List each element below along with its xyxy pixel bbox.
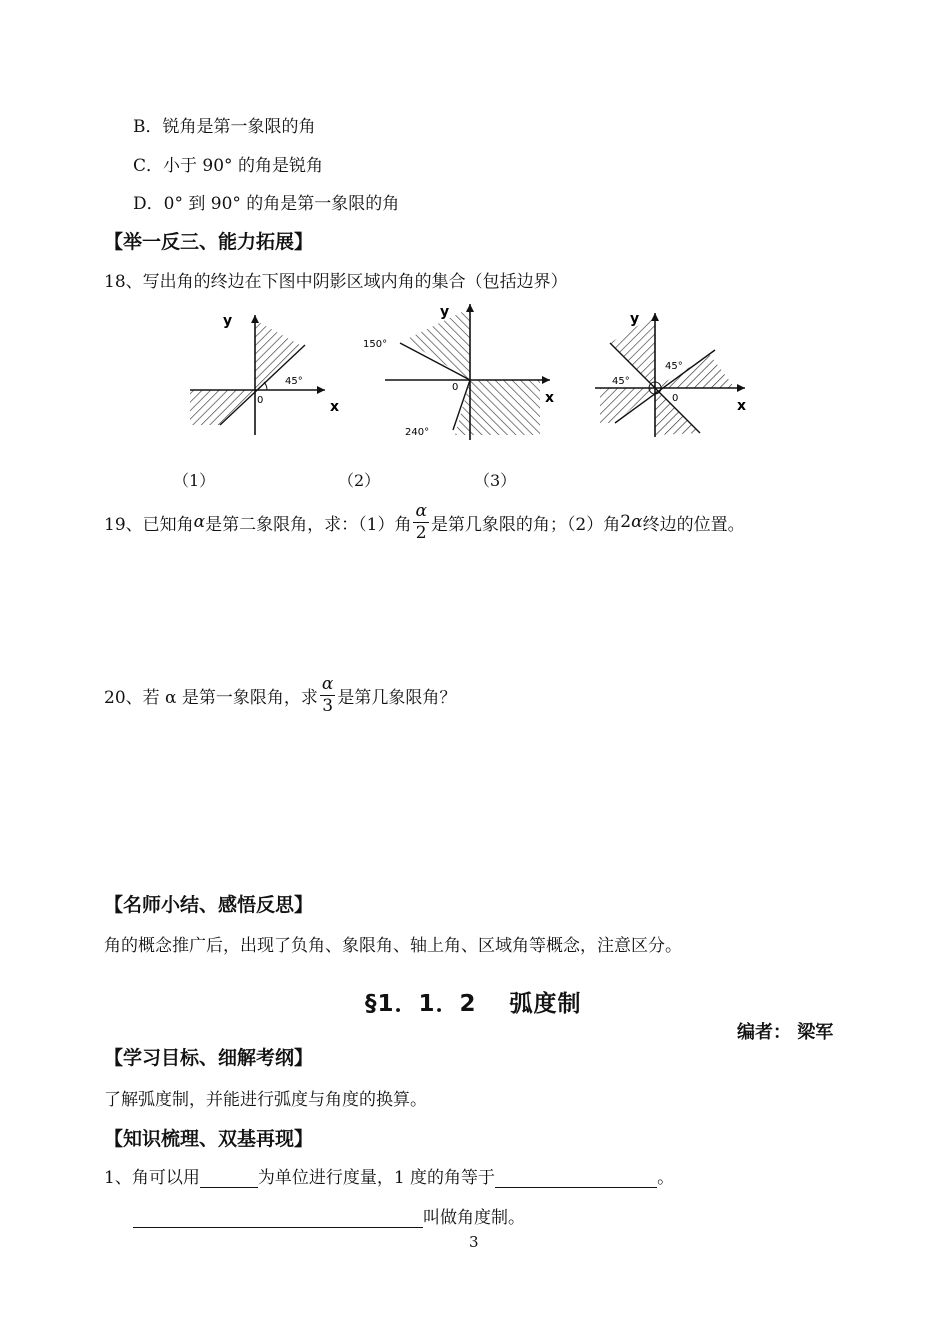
page-number: 3 <box>469 1233 479 1251</box>
origin-label: 0 <box>452 382 459 393</box>
y-label: y <box>440 304 450 320</box>
fraction-alpha-over-2 <box>413 500 428 543</box>
q20-part2: 是第几象限角？ <box>337 687 457 708</box>
q19-part3: 是第几象限的角；（2）角 <box>430 514 621 535</box>
q20-part1: 20、若 α 是第一象限角，求 <box>104 687 318 708</box>
figure-label-3: （3） <box>474 471 517 490</box>
x-arrow <box>542 376 550 384</box>
fraction-numerator: α <box>321 673 334 694</box>
fill-blank-3[interactable] <box>133 1209 423 1228</box>
k1-part2: 为单位进行度量，1 度的角等于 <box>257 1168 496 1188</box>
two-alpha-symbol: α <box>631 512 643 532</box>
option-c: C．小于 90° 的角是锐角 <box>133 156 323 176</box>
section-heading-summary: 【名师小结、感悟反思】 <box>104 894 314 916</box>
question-19 <box>104 500 745 544</box>
y-arrow <box>466 304 474 312</box>
angle-arc <box>264 382 267 390</box>
x-label: x <box>330 399 340 415</box>
angle-label-150: 150° <box>363 339 388 350</box>
section-heading-goals: 【学习目标、细解考纲】 <box>104 1047 314 1069</box>
fraction-numerator: α <box>415 500 427 521</box>
question-20 <box>104 672 456 718</box>
knowledge-item-1 <box>104 1163 674 1188</box>
option-b: B．锐角是第一象限的角 <box>133 117 316 137</box>
section-heading-knowledge: 【知识梳理、双基再现】 <box>104 1128 314 1150</box>
figure-1 <box>185 305 345 445</box>
knowledge-item-1-line2 <box>133 1203 525 1228</box>
x-label: x <box>545 390 555 406</box>
x-label: x <box>737 398 747 414</box>
angle-label-left: 45° <box>612 376 630 387</box>
fill-blank-2[interactable] <box>495 1169 657 1188</box>
angle-label: 45° <box>285 376 303 387</box>
shaded-region-lower <box>190 390 255 425</box>
x-arrow <box>737 384 745 392</box>
x-arrow <box>317 386 325 394</box>
angle-label-right: 45° <box>665 361 683 372</box>
k1-part3: 。 <box>657 1168 675 1188</box>
fraction-denominator: 2 <box>415 522 427 543</box>
figure-label-1: （1） <box>173 471 216 490</box>
fraction-alpha-over-3 <box>320 673 335 716</box>
summary-text: 角的概念推广后，出现了负角、象限角、轴上角、区域角等概念，注意区分。 <box>104 936 682 956</box>
angle-label-240: 240° <box>405 427 430 438</box>
y-arrow <box>251 315 259 323</box>
q19-part4: 终边的位置。 <box>642 514 745 535</box>
shaded-region-3 <box>600 388 655 423</box>
y-label: y <box>223 313 233 329</box>
shaded-region-upper <box>405 308 470 380</box>
fill-blank-1[interactable] <box>200 1169 258 1188</box>
q19-alpha: α <box>193 512 206 532</box>
section-title: §1．1．2 弧度制 <box>365 991 582 1017</box>
k1-part1: 1、角可以用 <box>104 1168 200 1188</box>
option-d: D．0° 到 90° 的角是第一象限的角 <box>133 194 400 214</box>
question-18: 18、写出角的终边在下图中阴影区域内角的集合（包括边界） <box>104 272 568 292</box>
figure-2 <box>355 300 565 445</box>
section-heading-extension: 【举一反三、能力拓展】 <box>104 231 314 253</box>
origin-label: 0 <box>672 393 679 404</box>
k1-part4: 叫做角度制。 <box>423 1208 525 1228</box>
y-label: y <box>630 311 640 327</box>
q19-part2: 是第二象限角，求：（1）角 <box>205 514 412 535</box>
two-alpha-coefficient: 2 <box>620 512 632 532</box>
author: 编者： 梁军 <box>737 1022 834 1043</box>
figure-label-2: （2） <box>338 471 381 490</box>
figure-3 <box>590 305 760 445</box>
q19-part1: 19、已知角 <box>104 514 194 535</box>
goals-text: 了解弧度制，并能进行弧度与角度的换算。 <box>104 1090 427 1110</box>
origin-label: 0 <box>257 395 264 406</box>
fraction-denominator: 3 <box>322 695 334 716</box>
